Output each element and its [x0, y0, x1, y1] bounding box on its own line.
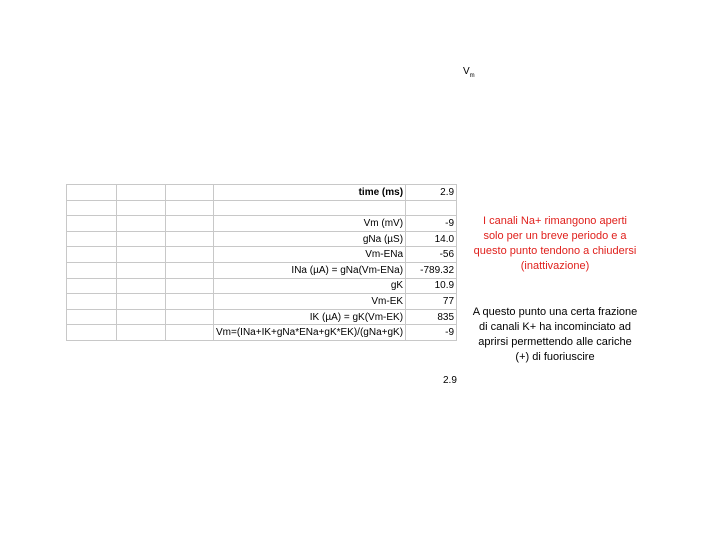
table-row [67, 262, 457, 278]
row-value [406, 200, 457, 216]
table-row [67, 294, 457, 310]
potassium-note [455, 305, 655, 365]
row-value: -56 [406, 247, 457, 263]
time-readout: 2.9 [443, 375, 457, 386]
row-value: 2.9 [406, 185, 457, 201]
row-value: 14.0 [406, 231, 457, 247]
note-line: solo per un breve periodo e a [483, 230, 627, 242]
row-label: Vm-EK [214, 294, 406, 310]
table-row [67, 325, 457, 341]
row-label: Vm (mV) [214, 216, 406, 232]
table-row [67, 231, 457, 247]
table-row [67, 309, 457, 325]
vm-heading: $V_m$ [463, 66, 475, 79]
note-line: (inattivazione) [520, 260, 590, 272]
row-label: gNa (µS) [214, 231, 406, 247]
row-label: time (ms) [214, 185, 406, 201]
row-value: 77 [406, 294, 457, 310]
row-value: 835 [406, 309, 457, 325]
inactivation-note [455, 214, 655, 274]
note-line: I canali Na+ rimangono aperti [483, 215, 627, 227]
row-value: -789.32 [406, 262, 457, 278]
row-value: 10.9 [406, 278, 457, 294]
note-line: A questo punto una certa frazione [472, 306, 638, 318]
table-row [67, 278, 457, 294]
note-line: aprirsi permettendo alle cariche [478, 336, 632, 348]
row-label: INa (µA) = gNa(Vm-ENa) [214, 262, 406, 278]
row-label: Vm-ENa [214, 247, 406, 263]
table-row [67, 200, 457, 216]
row-label: gK [214, 278, 406, 294]
table-row [67, 247, 457, 263]
row-label [214, 200, 406, 216]
row-value: -9 [406, 325, 457, 341]
table-row [67, 185, 457, 201]
data-table [66, 184, 457, 341]
note-line: (+) di fuoriuscire [515, 351, 595, 363]
row-label: Vm=(INa+IK+gNa*ENa+gK*EK)/(gNa+gK) [214, 325, 406, 341]
note-line: di canali K+ ha incominciato ad [479, 321, 631, 333]
row-value: -9 [406, 216, 457, 232]
note-line: questo punto tendono a chiudersi [473, 245, 637, 257]
table-row [67, 216, 457, 232]
row-label: IK (µA) = gK(Vm-EK) [214, 309, 406, 325]
